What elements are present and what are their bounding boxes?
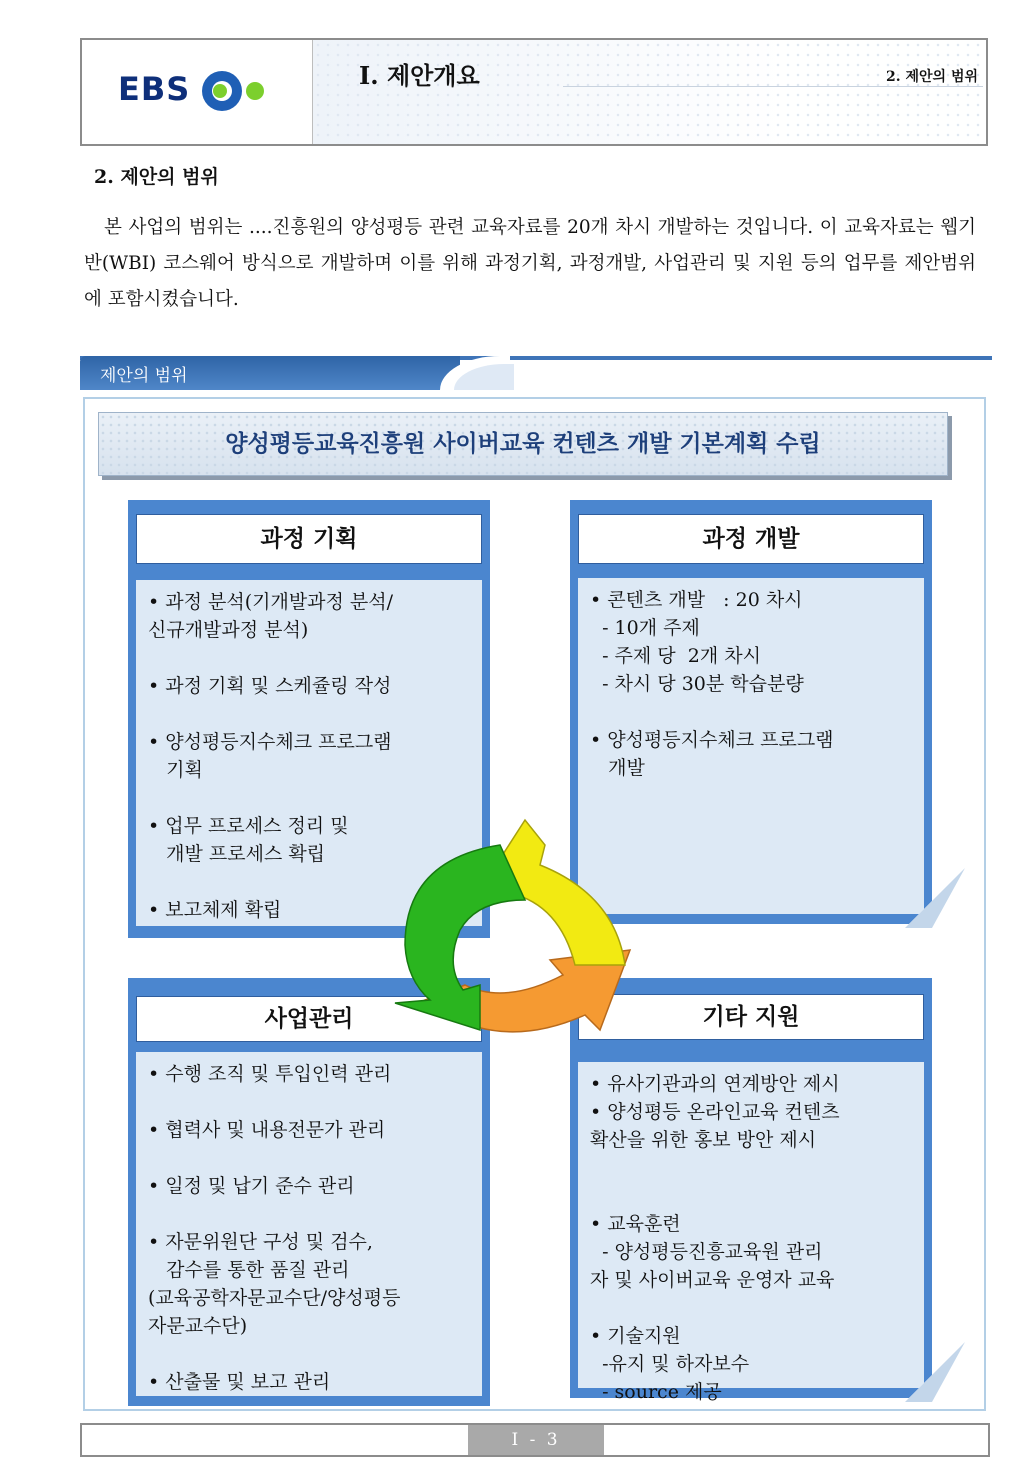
plan-banner-text: 양성평등교육진흥원 사이버교육 컨텐츠 개발 기본계획 수립 bbox=[225, 430, 821, 457]
section-heading: 2. 제안의 범위 bbox=[94, 166, 219, 188]
header-title-area bbox=[313, 40, 986, 144]
ebs-logo-icon bbox=[198, 66, 270, 116]
chapter-title: Ⅰ. 제안개요 bbox=[359, 61, 480, 90]
logo-area bbox=[82, 40, 313, 144]
ebs-logo-text: EBS bbox=[118, 70, 191, 108]
support-fold bbox=[905, 1342, 965, 1402]
section-paragraph bbox=[84, 210, 976, 318]
support-body: • 유사기관과의 연계방안 제시 • 양성평등 온라인교육 컨텐츠 확산을 위한 홍보 방안 제시 • 교육훈련 - 양성평등진흥교육원 관리 자 및 사이버교육 운영자 교육 • 기술지원 -유지 및 하자보수 - source 제공 bbox=[578, 1062, 924, 1388]
plan-banner bbox=[98, 412, 948, 476]
section-reference: 2. 제안의 범위 bbox=[886, 69, 978, 85]
development-body: • 콘텐츠 개발 : 20 차시 - 10개 주제 - 주제 당 2개 차시 - 차시 당 30분 학습분량 • 양성평등지수체크 프로그램 개발 bbox=[578, 578, 924, 914]
scope-tab-label: 제안의 범위 bbox=[100, 366, 188, 386]
planning-title: 과정 기획 bbox=[136, 514, 482, 564]
page-number: Ⅰ - 3 bbox=[468, 1425, 604, 1455]
management-body: • 수행 조직 및 투입인력 관리 • 협력사 및 내용전문가 관리 • 일정 및 납기 준수 관리 • 자문위원단 구성 및 검수, 감수를 통한 품질 관리 (교육공학자문교수단/양성평등 자문교수단) • 산출물 및 보고 관리 bbox=[136, 1052, 482, 1396]
development-title: 과정 개발 bbox=[578, 514, 924, 564]
header-divider bbox=[563, 86, 983, 87]
planning-body: • 과정 분석(기개발과정 분석/ 신규개발과정 분석) • 과정 기획 및 스케쥴링 작성 • 양성평등지수체크 프로그램 기획 • 업무 프로세스 정리 및 개발 프로세스 확립 • 보고체제 확립 bbox=[136, 580, 482, 926]
cycle-arrows-icon bbox=[385, 815, 655, 1050]
development-fold bbox=[905, 868, 965, 928]
page-footer bbox=[80, 1423, 990, 1457]
management-title: 사업관리 bbox=[136, 996, 482, 1042]
paragraph-text: 본 사업의 범위는 ....진흥원의 양성평등 관련 교육자료를 20개 차시 개발하는 것입니다. 이 교육자료는 웹기반(WBI) 코스웨어 방식으로 개발하며 이를 위해 과정기획, 과정개발, 사업관리 및 지원 등의 업무를 제안범위에 포함시켰습니다. bbox=[84, 217, 976, 310]
support-title: 기타 지원 bbox=[578, 994, 924, 1040]
page-header bbox=[80, 38, 988, 146]
